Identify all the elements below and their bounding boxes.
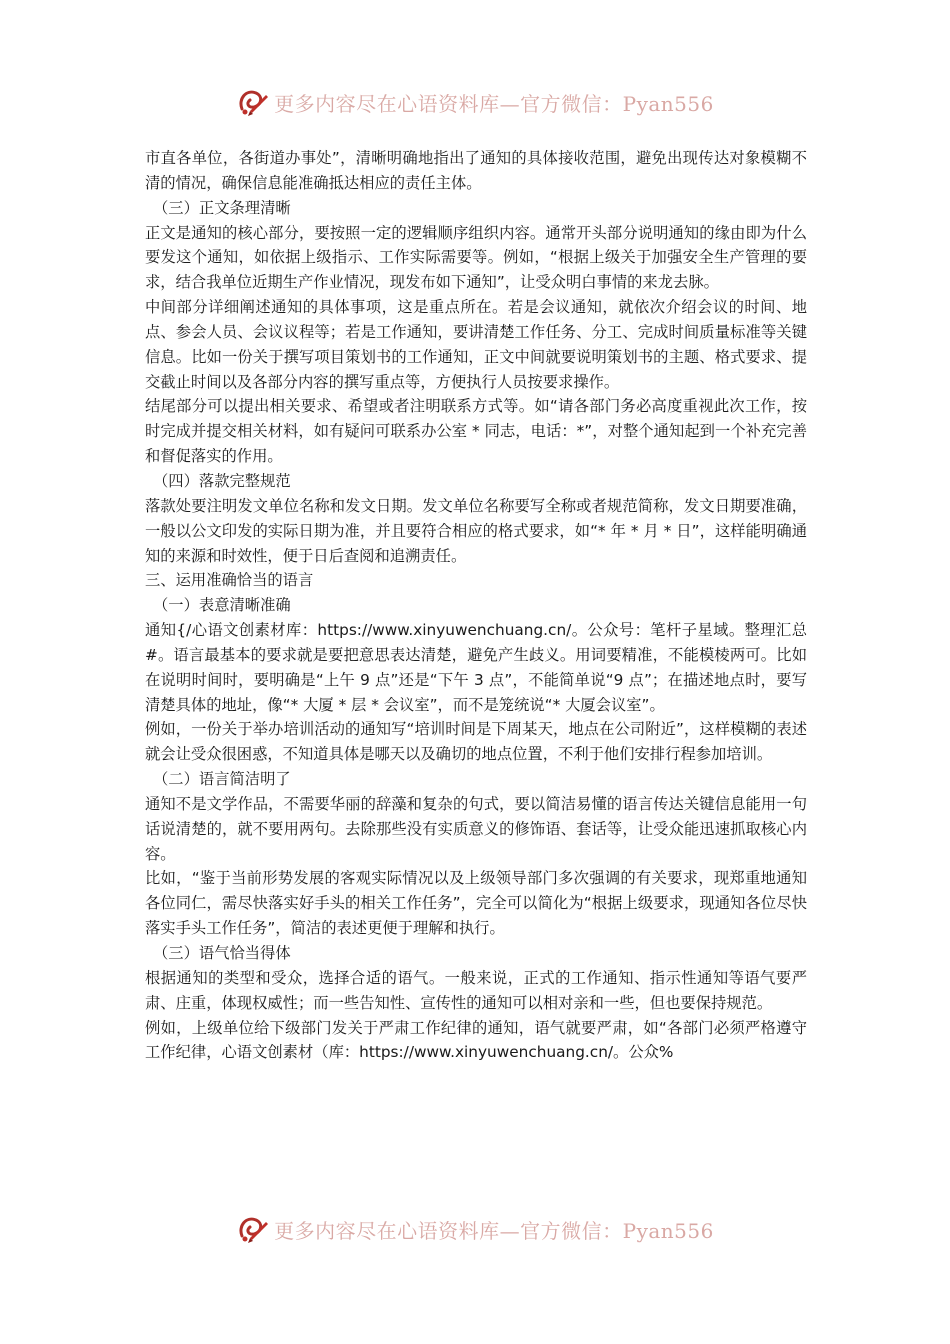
header-watermark-banner: [0, 82, 950, 122]
paragraph: 通知不是文学作品，不需要华丽的辞藻和复杂的句式，要以简洁易懂的语言传达关键信息能用一句话说清楚的，就不要用两句。去除那些没有实质意义的修饰语、套话等，让受众能迅速抓取核心内容。: [145, 794, 807, 863]
watermark-text: 更多内容尽在心语资料库—官方微信：Pyan556: [274, 1218, 714, 1243]
paragraph: 中间部分详细阐述通知的具体事项，这是重点所在。若是会议通知，就依次介绍会议的时间、地点、参会人员、会议议程等；若是工作通知，要讲清楚工作任务、分工、完成时间质量标准等关键信息。比如一份关于撰写项目策划书的工作通知，正文中间就要说明策划书的主题、格式要求、提交截止时间以及各部分内容的撰写重点等，方便执行人员按要求操作。: [145, 298, 807, 391]
pen-heart-logo-icon: [236, 85, 270, 119]
paragraph: 市直各单位，各街道办事处”，清晰明确地指出了通知的具体接收范围，避免出现传达对象模糊不清的情况，确保信息能准确抵达相应的责任主体。: [145, 149, 807, 192]
document-body: [145, 146, 807, 1065]
paragraph: 根据通知的类型和受众，选择合适的语气。一般来说，正式的工作通知、指示性通知等语气要严肃、庄重，体现权威性；而一些告知性、宣传性的通知可以相对亲和一些，但也要保持规范。: [145, 968, 807, 1012]
subsection-heading: （二）语言简洁明了: [153, 770, 291, 789]
paragraph: 例如，上级单位给下级部门发关于严肃工作纪律的通知，语气就要严肃，如“各部门必须严格遵守工作纪律，心语文创素材（库：https://www.xinyuwenchuang.cn/。公众%: [145, 1018, 807, 1062]
paragraph: 比如，“鉴于当前形势发展的客观实际情况以及上级领导部门多次强调的有关要求，现郑重地通知各位同仁，需尽快落实好手头的相关工作任务”，完全可以简化为“根据上级要求，现通知各位尽快落实手头工作任务”，简洁的表述更便于理解和执行。: [145, 869, 807, 938]
section-heading: 三、运用准确恰当的语言: [145, 571, 314, 590]
subsection-heading: （三）语气恰当得体: [153, 944, 291, 962]
paragraph: 通知{/心语文创素材库：https://www.xinyuwenchuang.cn/。公众号：笔杆子星域。整理汇总#。语言最基本的要求就是要把意思表达清楚，避免产生歧义。用词要精准，不能模棱两可。比如在说明时间时，要明确是“上午 9 点”还是“下午 3 点”，不能简单说“9 点”；在描述地点时，要写清楚具体的地址，像“* 大厦 * 层 * 会议室”，而不是笼统说“* 大厦会议室”。: [145, 621, 807, 714]
paragraph: 落款处要注明发文单位名称和发文日期。发文单位名称要写全称或者规范简称，发文日期要准确，一般以公文印发的实际日期为准，并且要符合相应的格式要求，如“* 年 * 月 * 日”，这样能明确通知的来源和时效性，便于日后查阅和追溯责任。: [145, 496, 807, 565]
subsection-heading: （三）正文条理清晰: [153, 198, 291, 217]
footer-watermark-banner: [0, 1209, 950, 1249]
paragraph: 正文是通知的核心部分，要按照一定的逻辑顺序组织内容。通常开头部分说明通知的缘由即为什么要发这个通知，如依据上级指示、工作实际需要等。例如，“根据上级关于加强安全生产管理的要求，结合我单位近期生产作业情况，现发布如下通知”，让受众明白事情的来龙去脉。: [145, 223, 807, 292]
subsection-heading: （一）表意清晰准确: [153, 596, 291, 615]
pen-heart-logo-icon: [236, 1212, 270, 1246]
paragraph: 例如，一份关于举办培训活动的通知写“培训时间是下周某天，地点在公司附近”，这样模糊的表述就会让受众很困惑，不知道具体是哪天以及确切的地点位置，不利于他们安排行程参加培训。: [145, 720, 807, 764]
paragraph: 结尾部分可以提出相关要求、希望或者注明联系方式等。如“请各部门务必高度重视此次工作，按时完成并提交相关材料，如有疑问可联系办公室 * 同志，电话：*”，对整个通知起到一个补充完善和督促落实的作用。: [145, 397, 807, 466]
watermark-text: 更多内容尽在心语资料库—官方微信：Pyan556: [274, 91, 714, 116]
subsection-heading: （四）落款完整规范: [153, 471, 291, 490]
